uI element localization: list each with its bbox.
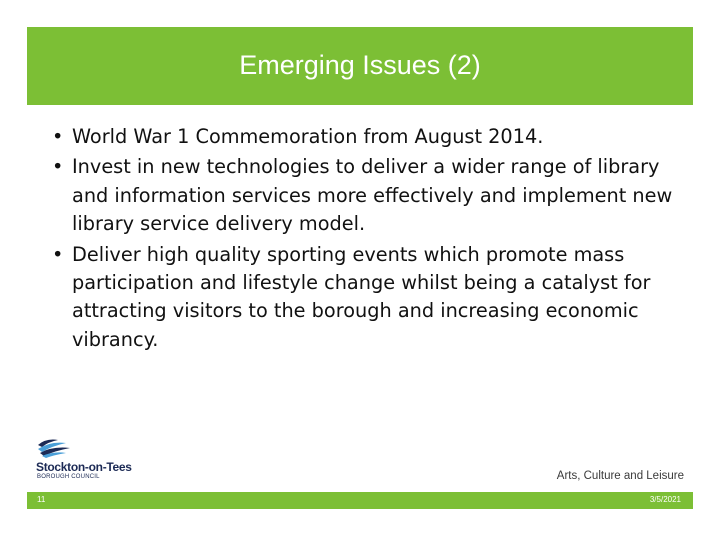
bullet-item: • Deliver high quality sporting events which promote mass participation and lifestyle change whilst being a catalyst for attracting visitors to the borough and increasing economic vibrancy. bbox=[52, 241, 692, 355]
footer-bar bbox=[27, 492, 693, 509]
title-bar bbox=[27, 27, 693, 105]
bullet-item: • World War 1 Commemoration from August 2014. bbox=[52, 123, 692, 151]
logo-name: Stockton-on-Tees bbox=[36, 460, 132, 474]
bullet-list bbox=[52, 123, 692, 356]
slide-date: 3/5/2021 bbox=[649, 495, 681, 504]
slide-title: Emerging Issues (2) bbox=[239, 49, 481, 80]
bullet-item: • Invest in new technologies to deliver a wider range of library and information services more effectively and implement new library service delivery model. bbox=[52, 153, 692, 238]
logo-subtitle: BOROUGH COUNCIL bbox=[37, 474, 100, 480]
slide-number: 11 bbox=[37, 495, 46, 504]
department-label: Arts, Culture and Leisure bbox=[556, 470, 684, 482]
